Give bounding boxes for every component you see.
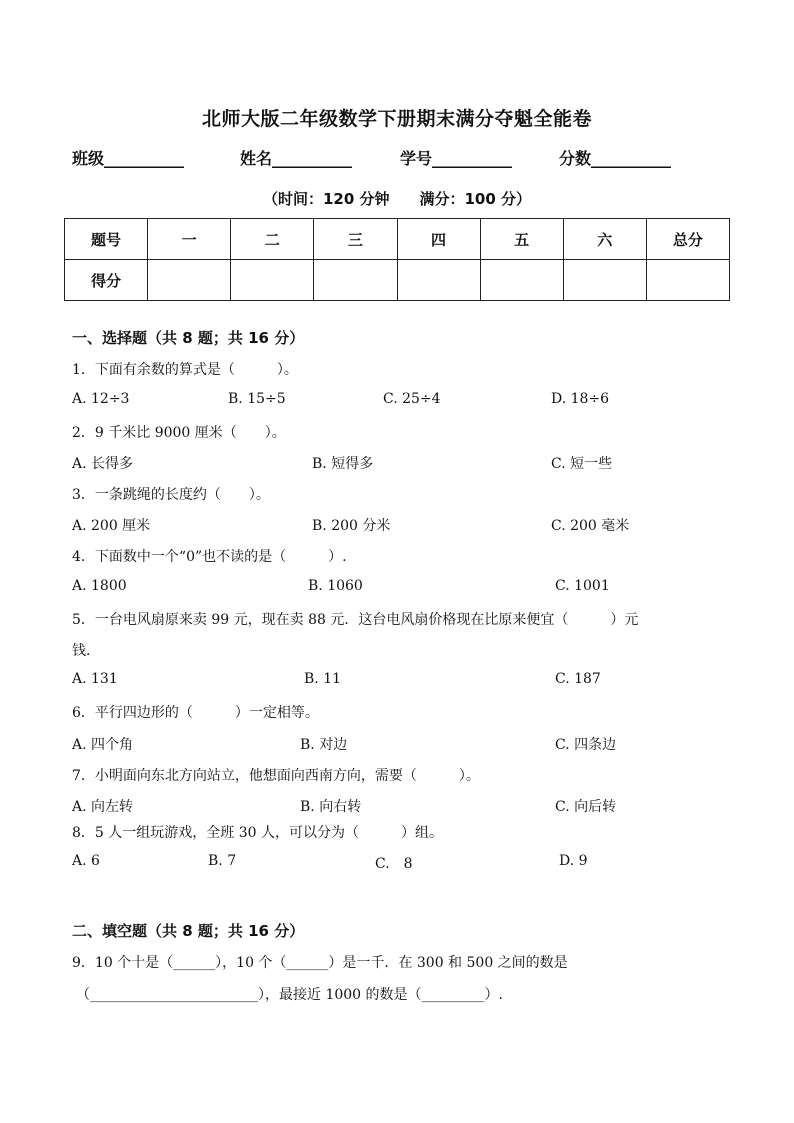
score-table-header-cell: 五: [480, 219, 563, 260]
time-limit: （时间：120 分钟 满分：100 分）: [262, 190, 532, 208]
section-heading-multiple-choice: 一、选择题（共 8 题；共 16 分）: [72, 329, 305, 347]
question-6-option-a: A. 四个角: [72, 737, 134, 753]
question-3-option-c: C. 200 毫米: [551, 518, 630, 534]
question-1-option-b: B. 15÷5: [228, 391, 286, 407]
question-7-option-a: A. 向左转: [72, 799, 134, 815]
score-table: [64, 218, 730, 301]
student-id-field: 学号__________: [400, 149, 513, 168]
question-5: 5．一台电风扇原来卖 99 元，现在卖 88 元．这台电风扇价格现在比原来便宜（ ）元: [72, 612, 639, 628]
score-table-header-cell: 一: [148, 219, 231, 260]
question-4-option-a: A. 1800: [72, 578, 127, 594]
score-table-header-cell: 总分: [646, 219, 729, 260]
question-6-option-b: B. 对边: [300, 737, 348, 753]
score-cell: [148, 260, 231, 301]
score-table-header-cell: 题号: [65, 219, 148, 260]
question-1-option-a: A. 12÷3: [72, 391, 130, 407]
question-3-option-b: B. 200 分米: [312, 518, 391, 534]
score-cell: [397, 260, 480, 301]
score-table-header-cell: 三: [314, 219, 397, 260]
score-cell: [231, 260, 314, 301]
question-3: 3．一条跳绳的长度约（ ）。: [72, 487, 270, 503]
page-title: 北师大版二年级数学下册期末满分夺魁全能卷: [201, 108, 592, 130]
question-5-option-b: B. 11: [304, 671, 342, 687]
class-field: 班级__________: [72, 149, 185, 168]
score-cell: [646, 260, 729, 301]
score-table-header-cell: 六: [563, 219, 646, 260]
question-2-option-b: B. 短得多: [312, 456, 374, 472]
question-7: 7．小明面向东北方向站立，他想面向西南方向，需要（ ）。: [72, 768, 480, 784]
score-cell: [314, 260, 397, 301]
question-7-option-c: C. 向后转: [555, 799, 617, 815]
question-7-option-b: B. 向右转: [300, 799, 362, 815]
question-9: 9．10 个十是（______），10 个（______）是一千．在 300 和 500 之间的数是: [72, 955, 568, 971]
score-table-header-row: [65, 219, 730, 260]
section-heading-fill-in-blank: 二、填空题（共 8 题；共 16 分）: [72, 922, 305, 940]
score-row-label: 得分: [65, 260, 148, 301]
question-9-continuation: （________________________），最接近 1000 的数是（_________）.: [76, 987, 503, 1003]
question-8-option-d: D. 9: [559, 853, 588, 869]
score-cell: [480, 260, 563, 301]
question-4-option-c: C. 1001: [555, 578, 610, 594]
question-8-option-b: B. 7: [208, 853, 237, 869]
question-8-option-c: C. 8: [375, 856, 413, 872]
score-field: 分数__________: [559, 149, 672, 168]
score-cell: [563, 260, 646, 301]
question-4-option-b: B. 1060: [308, 578, 363, 594]
question-1: 1．下面有余数的算式是（ ）。: [72, 362, 298, 378]
question-5-continuation: 钱.: [72, 643, 91, 659]
question-6-option-c: C. 四条边: [555, 737, 617, 753]
question-2-option-c: C. 短一些: [551, 456, 613, 472]
score-table-header-cell: 二: [231, 219, 314, 260]
question-6: 6．平行四边形的（ ）一定相等。: [72, 705, 319, 721]
question-1-option-d: D. 18÷6: [551, 391, 610, 407]
score-table-score-row: [65, 260, 730, 301]
question-5-option-a: A. 131: [72, 671, 118, 687]
question-2: 2．9 千米比 9000 厘米（ ）。: [72, 425, 286, 441]
question-8-option-a: A. 6: [72, 853, 100, 869]
question-1-option-c: C. 25÷4: [383, 391, 441, 407]
question-4: 4．下面数中一个“0”也不读的是（ ）.: [72, 549, 347, 565]
question-5-option-c: C. 187: [555, 671, 601, 687]
score-table-header-cell: 四: [397, 219, 480, 260]
question-8: 8．5 人一组玩游戏，全班 30 人，可以分为（ ）组。: [72, 825, 443, 841]
question-2-option-a: A. 长得多: [72, 456, 134, 472]
question-3-option-a: A. 200 厘米: [72, 518, 151, 534]
name-field: 姓名__________: [240, 149, 353, 168]
